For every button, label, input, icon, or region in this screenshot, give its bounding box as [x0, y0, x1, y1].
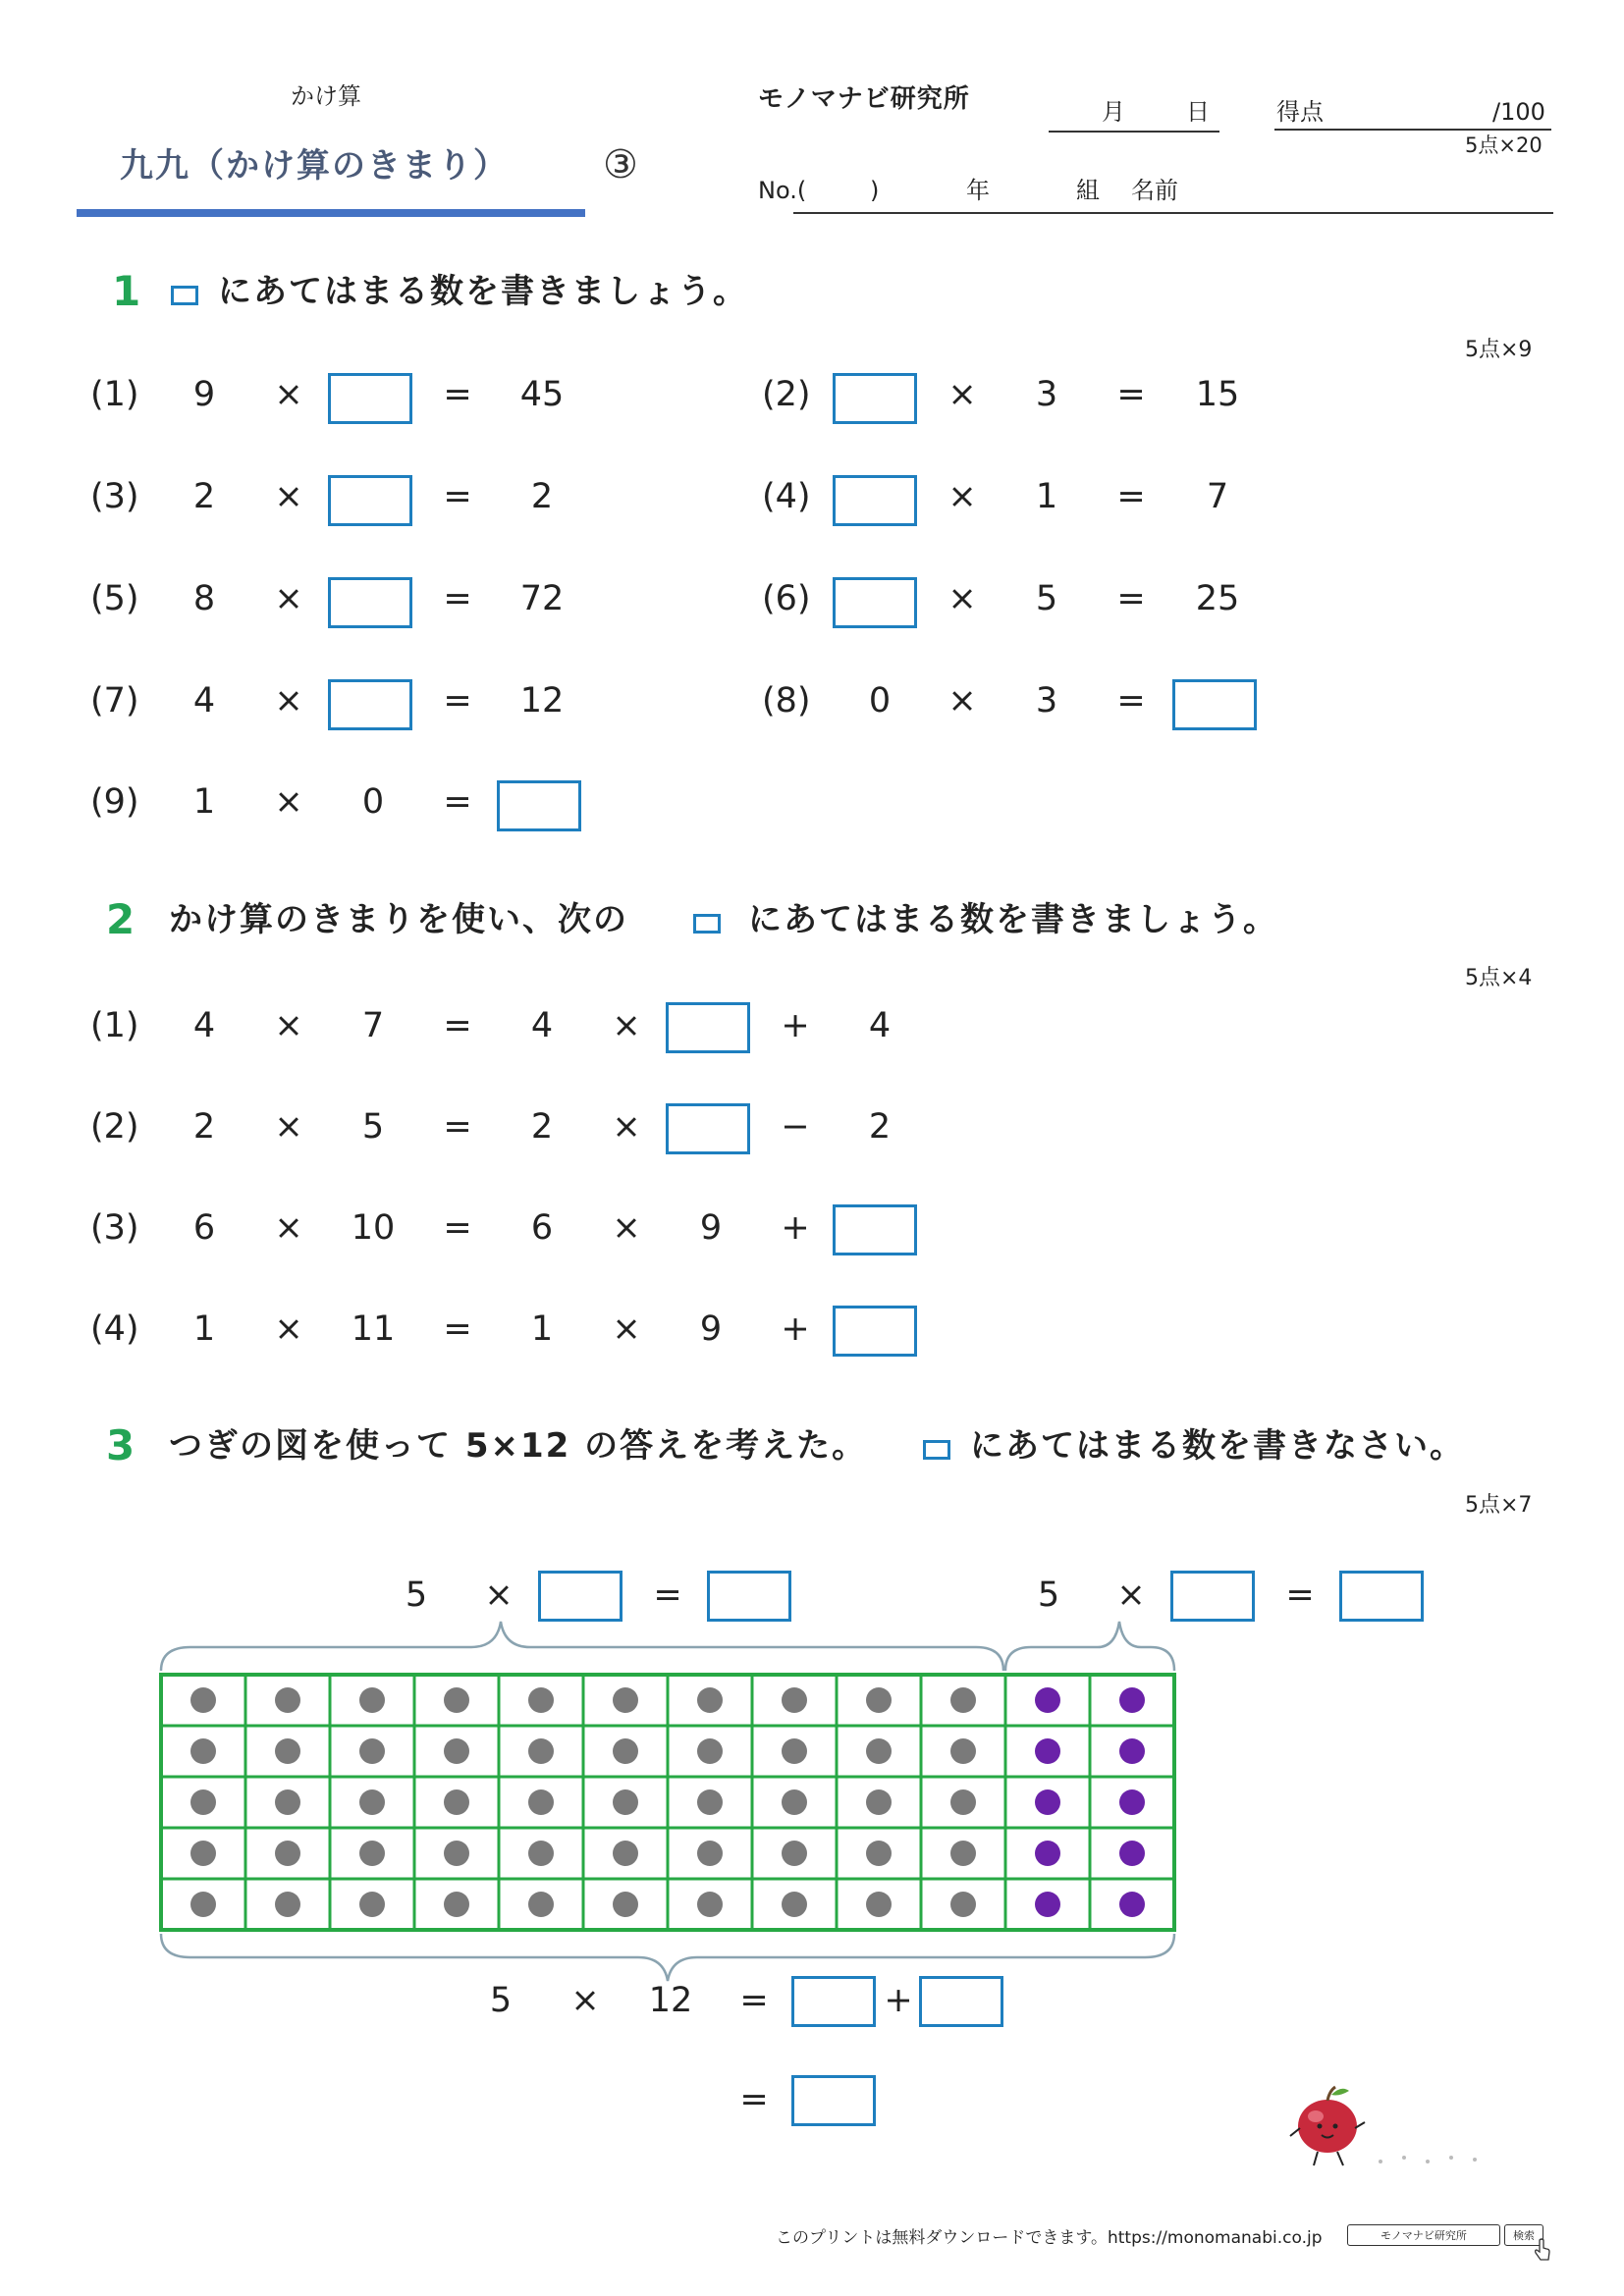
equals-sign: = [739, 2080, 769, 2119]
equals-sign: = [443, 1208, 472, 1248]
purple-dot [1035, 1789, 1060, 1815]
equals-sign: = [1116, 477, 1146, 516]
operand: 4 [530, 1006, 554, 1045]
operand: 3 [1035, 681, 1058, 721]
operand: 1 [1035, 477, 1058, 516]
gray-dot [782, 1892, 807, 1917]
plus-sign: + [781, 1309, 810, 1349]
gray-dot [275, 1738, 300, 1764]
gray-dot [697, 1738, 723, 1764]
operand: 4 [868, 1006, 892, 1045]
equals-sign: = [653, 1575, 682, 1615]
q1-item-label: (1) [90, 375, 139, 414]
gray-dot [950, 1841, 976, 1866]
apple-mascot-icon [1276, 2079, 1532, 2177]
gray-dot [190, 1892, 216, 1917]
result: 72 [519, 579, 565, 618]
operand: 6 [530, 1208, 554, 1248]
times-sign: × [947, 681, 977, 721]
times-sign: × [570, 1981, 600, 2020]
times-sign: × [612, 1107, 641, 1147]
gray-dot [444, 1841, 469, 1866]
times-sign: × [484, 1575, 514, 1615]
result: 15 [1195, 375, 1240, 414]
operand: 9 [699, 1208, 723, 1248]
purple-dot [1035, 1892, 1060, 1917]
footer-search-button[interactable]: 検索 [1504, 2224, 1543, 2246]
cursor-hand-icon [1532, 2238, 1553, 2264]
operand: 5 [489, 1981, 513, 2020]
purple-dot [1119, 1687, 1145, 1713]
times-sign: × [274, 579, 303, 618]
times-sign: × [274, 1208, 303, 1248]
q1-item-label: (7) [90, 681, 139, 721]
gray-dot [613, 1687, 638, 1713]
gray-dot [782, 1738, 807, 1764]
gray-dot [950, 1687, 976, 1713]
times-sign: × [1116, 1575, 1146, 1615]
day-label: 日 [1186, 98, 1210, 126]
footer-search-box[interactable]: モノマナビ研究所 [1347, 2224, 1500, 2246]
result: 2 [530, 477, 554, 516]
times-sign: × [274, 1309, 303, 1349]
gray-dot [697, 1687, 723, 1713]
brace-top-left [161, 1622, 1003, 1671]
gray-dot [444, 1687, 469, 1713]
answer-box[interactable] [791, 1976, 876, 2027]
operand: 5 [361, 1107, 385, 1147]
operand: 6 [192, 1208, 216, 1248]
score-label: 得点 [1276, 98, 1324, 126]
worksheet-title: 九九（かけ算のきまり） [120, 146, 509, 186]
equals-sign: = [443, 681, 472, 721]
gray-dot [613, 1892, 638, 1917]
operand: 12 [648, 1981, 693, 2020]
q1-item-label: (9) [90, 782, 139, 822]
gray-dot [950, 1892, 976, 1917]
q2-instruction-end: にあてはまる数を書きましょう。 [748, 900, 1278, 939]
operand: 9 [699, 1309, 723, 1349]
gray-dot [697, 1789, 723, 1815]
q1-number: 1 [112, 267, 141, 315]
result: 7 [1206, 477, 1229, 516]
result: 25 [1195, 579, 1240, 618]
purple-dot [1119, 1789, 1145, 1815]
operand: 2 [192, 1107, 216, 1147]
gray-dot [528, 1892, 554, 1917]
answer-box[interactable] [791, 2075, 876, 2126]
purple-dot [1119, 1738, 1145, 1764]
score-total: /100 [1492, 98, 1545, 126]
equals-sign: = [443, 782, 472, 822]
gray-dot [444, 1892, 469, 1917]
result: 45 [519, 375, 565, 414]
times-sign: × [947, 477, 977, 516]
q1-points: 5点×9 [1465, 338, 1533, 362]
operand: 8 [192, 579, 216, 618]
purple-dot [1119, 1841, 1145, 1866]
gray-dot [528, 1841, 554, 1866]
month-label: 月 [1102, 98, 1125, 126]
gray-dot [613, 1841, 638, 1866]
q2-item-label: (3) [90, 1208, 139, 1248]
equals-sign: = [443, 1006, 472, 1045]
q2-points: 5点×4 [1465, 966, 1533, 990]
gray-dot [528, 1738, 554, 1764]
q3-points: 5点×7 [1465, 1493, 1533, 1518]
operand: 4 [192, 1006, 216, 1045]
equals-sign: = [443, 375, 472, 414]
operand: 4 [192, 681, 216, 721]
gray-dot [190, 1687, 216, 1713]
operand: 3 [1035, 375, 1058, 414]
gray-dot [444, 1738, 469, 1764]
operand: 2 [192, 477, 216, 516]
gray-dot [444, 1789, 469, 1815]
times-sign: × [274, 681, 303, 721]
times-sign: × [947, 579, 977, 618]
times-sign: × [274, 782, 303, 822]
operand: 5 [405, 1575, 428, 1615]
plus-sign: + [781, 1006, 810, 1045]
operand: 0 [361, 782, 385, 822]
equals-sign: = [739, 1981, 769, 2020]
times-sign: × [612, 1006, 641, 1045]
gray-dot [359, 1738, 385, 1764]
gray-dot [782, 1687, 807, 1713]
operand: 1 [192, 782, 216, 822]
logo: モノマナビ研究所 [758, 84, 970, 114]
operand: 1 [192, 1309, 216, 1349]
gray-dot [528, 1687, 554, 1713]
name-label: 名前 [1131, 177, 1178, 204]
times-sign: × [612, 1309, 641, 1349]
gray-dot [528, 1789, 554, 1815]
year-label: 年 [966, 177, 990, 204]
gray-dot [866, 1687, 892, 1713]
gray-dot [866, 1892, 892, 1917]
q1-item-label: (6) [762, 579, 811, 618]
brace-bottom [161, 1934, 1174, 1981]
purple-dot [1035, 1687, 1060, 1713]
equals-sign: = [1116, 375, 1146, 414]
gray-dot [359, 1892, 385, 1917]
no-label: No.( [758, 177, 807, 204]
gray-dot [613, 1738, 638, 1764]
operand: 9 [192, 375, 216, 414]
plus-sign: + [884, 1981, 913, 2020]
class-label: 組 [1076, 177, 1100, 204]
gray-dot [275, 1892, 300, 1917]
gray-dot [190, 1738, 216, 1764]
times-sign: × [947, 375, 977, 414]
gray-dot [866, 1841, 892, 1866]
operand: 11 [351, 1309, 396, 1349]
operand: 0 [868, 681, 892, 721]
equals-sign: = [1116, 579, 1146, 618]
operand: 10 [351, 1208, 396, 1248]
gray-dot [190, 1789, 216, 1815]
gray-dot [190, 1841, 216, 1866]
gray-dot [782, 1841, 807, 1866]
q1-item-label: (2) [762, 375, 811, 414]
times-sign: × [274, 1107, 303, 1147]
gray-dot [275, 1687, 300, 1713]
q1-item-label: (3) [90, 477, 139, 516]
q2-item-label: (1) [90, 1006, 139, 1045]
equals-sign: = [443, 1107, 472, 1147]
times-sign: × [274, 375, 303, 414]
score-note: 5点×20 [1465, 133, 1543, 157]
q3-instruction: つぎの図を使って 5×12 の答えを考えた。 [169, 1426, 868, 1466]
operand: 2 [530, 1107, 554, 1147]
gray-dot [697, 1892, 723, 1917]
gray-dot [866, 1738, 892, 1764]
gray-dot [359, 1789, 385, 1815]
operand: 1 [530, 1309, 554, 1349]
gray-dot [613, 1789, 638, 1815]
gray-dot [275, 1841, 300, 1866]
gray-dot [359, 1687, 385, 1713]
equals-sign: = [443, 579, 472, 618]
q1-item-label: (5) [90, 579, 139, 618]
equals-sign: = [1285, 1575, 1315, 1615]
equals-sign: = [1116, 681, 1146, 721]
plus-sign: + [781, 1208, 810, 1248]
equals-sign: = [443, 477, 472, 516]
gray-dot [697, 1841, 723, 1866]
answer-box[interactable] [919, 1976, 1003, 2027]
subject-label: かけ算 [291, 82, 361, 110]
gray-dot [866, 1789, 892, 1815]
purple-dot [1119, 1892, 1145, 1917]
q2-instruction: かけ算のきまりを使い、次の [169, 900, 628, 939]
q1-item-label: (4) [762, 477, 811, 516]
q3-number: 3 [106, 1421, 135, 1469]
no-close: ) [870, 177, 880, 204]
gray-dot [782, 1789, 807, 1815]
operand: 2 [868, 1107, 892, 1147]
q1-instruction: にあてはまる数を書きましょう。 [218, 272, 748, 311]
gray-dot [950, 1789, 976, 1815]
worksheet-number: ③ [603, 142, 638, 187]
q2-item-label: (2) [90, 1107, 139, 1147]
brace-top-right [1005, 1622, 1174, 1671]
purple-dot [1035, 1841, 1060, 1866]
q2-number: 2 [106, 895, 135, 943]
gray-dot [359, 1841, 385, 1866]
operand: 5 [1037, 1575, 1060, 1615]
q3-instruction-end: にあてはまる数を書きなさい。 [970, 1426, 1465, 1466]
q2-item-label: (4) [90, 1309, 139, 1349]
equals-sign: = [443, 1309, 472, 1349]
minus-sign: − [781, 1107, 810, 1147]
times-sign: × [274, 1006, 303, 1045]
gray-dot [275, 1789, 300, 1815]
result: 12 [519, 681, 565, 721]
q1-item-label: (8) [762, 681, 811, 721]
purple-dot [1035, 1738, 1060, 1764]
gray-dot [950, 1738, 976, 1764]
footer-text: このプリントは無料ダウンロードできます。https://monomanabi.co.jp [776, 2228, 1323, 2248]
times-sign: × [274, 477, 303, 516]
operand: 7 [361, 1006, 385, 1045]
times-sign: × [612, 1208, 641, 1248]
operand: 5 [1035, 579, 1058, 618]
